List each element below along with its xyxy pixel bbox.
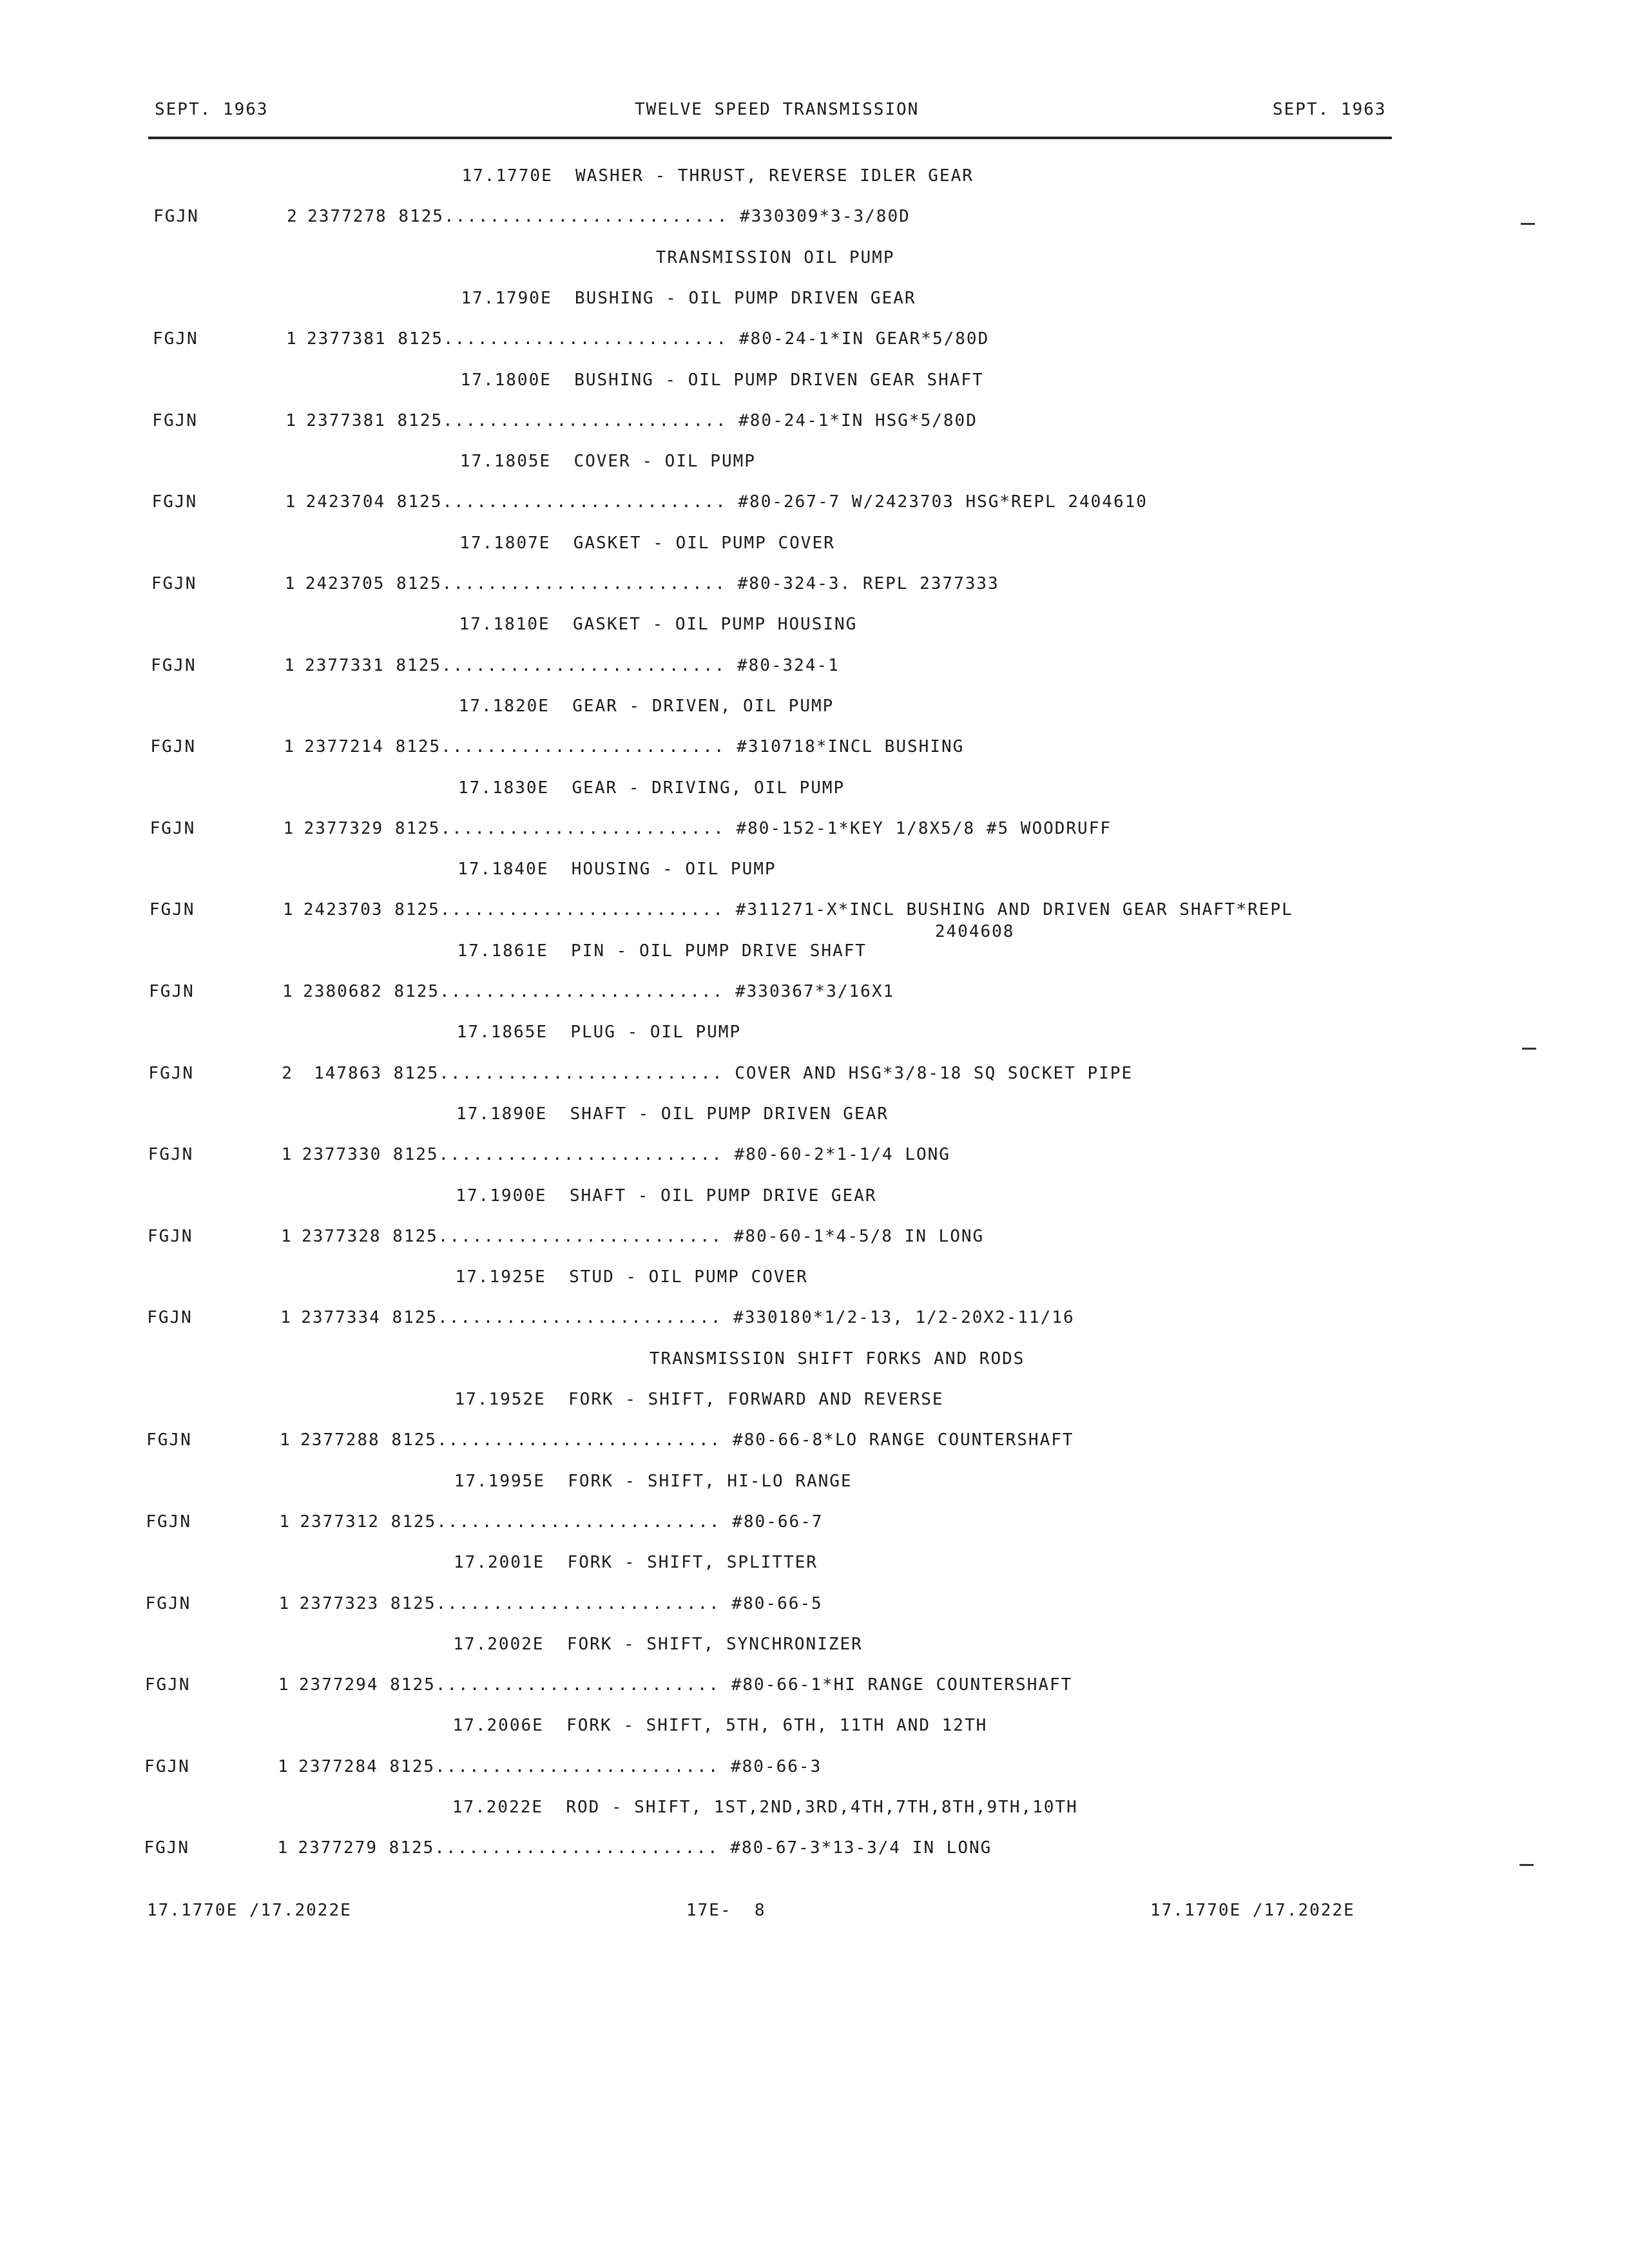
part-row xyxy=(149,982,894,1001)
part-detail: 2423705 8125......................... #80-324-3. REPL 2377333 xyxy=(305,574,999,593)
part-detail-continued: 2404608 xyxy=(934,922,1015,942)
item-heading: 17.1952E FORK - SHIFT, FORWARD AND REVERSE xyxy=(454,1390,944,1409)
item-heading: 17.1820E GEAR - DRIVEN, OIL PUMP xyxy=(458,696,834,716)
footer-right-range: 17.1770E /17.2022E xyxy=(1150,1901,1355,1920)
item-heading: 17.1995E FORK - SHIFT, HI-LO RANGE xyxy=(454,1471,853,1491)
part-detail: 2377381 8125......................... #80-24-1*IN HSG*5/80D xyxy=(306,410,978,430)
part-row xyxy=(144,1838,992,1858)
part-quantity: 2 xyxy=(282,1063,294,1083)
part-detail: 2377334 8125......................... #330180*1/2-13, 1/2-20X2-11/16 xyxy=(301,1308,1075,1328)
part-quantity: 1 xyxy=(280,1308,292,1328)
part-detail: 2377331 8125......................... #80-324-1 xyxy=(305,655,840,675)
header-title: TWELVE SPEED TRANSMISSION xyxy=(635,100,920,119)
part-detail: 2377278 8125......................... #330309*3-3/80D xyxy=(307,207,911,227)
part-row xyxy=(148,1145,950,1164)
part-quantity: 1 xyxy=(278,1593,291,1613)
part-row xyxy=(150,819,1112,838)
item-heading: 17.1807E GASKET - OIL PUMP COVER xyxy=(459,533,835,553)
part-code: FGJN xyxy=(153,329,198,349)
part-code: FGJN xyxy=(148,1063,195,1083)
section-heading: TRANSMISSION SHIFT FORKS AND RODS xyxy=(649,1349,1025,1369)
item-heading: 17.1865E PLUG - OIL PUMP xyxy=(456,1023,742,1043)
part-quantity: 1 xyxy=(284,737,296,757)
part-detail: 2377279 8125......................... #80-67-3*13-3/4 IN LONG xyxy=(298,1838,992,1858)
item-heading: 17.1890E SHAFT - OIL PUMP DRIVEN GEAR xyxy=(456,1104,889,1124)
part-quantity: 1 xyxy=(280,1430,291,1450)
part-detail: 2377381 8125......................... #80-24-1*IN GEAR*5/80D xyxy=(307,329,990,349)
part-row xyxy=(144,1757,822,1776)
footer-page-number: 17E- 8 xyxy=(686,1901,766,1920)
part-quantity: 1 xyxy=(284,655,296,675)
part-code: FGJN xyxy=(150,737,196,757)
part-detail: 2377328 8125......................... #80-60-1*4-5/8 IN LONG xyxy=(301,1226,985,1246)
item-heading: 17.2002E FORK - SHIFT, SYNCHRONIZER xyxy=(453,1634,863,1654)
part-row xyxy=(150,737,964,756)
header-right-date: SEPT. 1963 xyxy=(1273,100,1387,119)
part-quantity: 1 xyxy=(282,900,294,920)
part-code: FGJN xyxy=(145,1593,191,1613)
part-row xyxy=(146,1512,823,1532)
part-row xyxy=(152,411,978,430)
part-quantity: 1 xyxy=(281,1145,293,1165)
part-detail: 2377284 8125......................... #80-66-3 xyxy=(298,1756,822,1776)
part-detail: 2377312 8125......................... #80-66-7 xyxy=(300,1512,824,1532)
part-quantity: 1 xyxy=(285,492,297,512)
part-code: FGJN xyxy=(148,1145,194,1165)
part-quantity: 1 xyxy=(279,1512,291,1532)
part-code: FGJN xyxy=(151,655,197,675)
part-detail: 2423703 8125......................... #311271-X*INCL BUSHING AND DRIVEN GEAR SHAFT*REPL xyxy=(303,900,1293,920)
part-quantity: 1 xyxy=(285,410,297,430)
part-detail: 2377329 8125......................... #80-152-1*KEY 1/8X5/8 #5 WOODRUFF xyxy=(304,818,1112,838)
item-heading: 17.1770E WASHER - THRUST, REVERSE IDLER GEAR xyxy=(461,166,974,186)
part-row xyxy=(147,1308,1074,1327)
part-detail: 2377288 8125......................... #80-66-8*LO RANGE COUNTERSHAFT xyxy=(300,1430,1074,1450)
part-code: FGJN xyxy=(153,207,199,227)
part-code: FGJN xyxy=(151,492,198,512)
footer-left-range: 17.1770E /17.2022E xyxy=(147,1901,352,1920)
part-code: FGJN xyxy=(146,1512,191,1532)
part-row xyxy=(146,1430,1074,1450)
part-code: FGJN xyxy=(152,410,198,430)
item-heading: 17.1830E GEAR - DRIVING, OIL PUMP xyxy=(458,778,845,798)
part-row xyxy=(149,900,1293,941)
item-heading: 17.1800E BUSHING - OIL PUMP DRIVEN GEAR SHAFT xyxy=(460,370,984,390)
part-quantity: 1 xyxy=(280,1226,293,1246)
part-quantity: 1 xyxy=(278,1756,289,1776)
part-detail: 2377294 8125......................... #80-66-1*HI RANGE COUNTERSHAFT xyxy=(298,1675,1073,1695)
part-code: FGJN xyxy=(149,982,195,1001)
part-code: FGJN xyxy=(144,1756,190,1776)
part-code: FGJN xyxy=(149,818,196,838)
margin-mark xyxy=(1521,223,1535,225)
part-code: FGJN xyxy=(144,1838,190,1858)
item-heading: 17.2022E ROD - SHIFT, 1ST,2ND,3RD,4TH,7TH,8TH,9TH,10TH xyxy=(452,1798,1078,1817)
part-quantity: 2 xyxy=(287,207,298,227)
item-heading: 17.2006E FORK - SHIFT, 5TH, 6TH, 11TH AND 12TH xyxy=(452,1716,988,1736)
item-heading: 17.2001E FORK - SHIFT, SPLITTER xyxy=(454,1553,818,1573)
part-quantity: 1 xyxy=(277,1838,289,1858)
margin-mark xyxy=(1522,1048,1536,1050)
part-row xyxy=(151,656,840,675)
part-row xyxy=(153,207,911,226)
part-code: FGJN xyxy=(151,574,197,593)
section-heading: TRANSMISSION OIL PUMP xyxy=(655,247,895,267)
item-heading: 17.1861E PIN - OIL PUMP DRIVE SHAFT xyxy=(457,941,867,961)
item-heading: 17.1790E BUSHING - OIL PUMP DRIVEN GEAR xyxy=(461,288,916,308)
part-detail: 2380682 8125......................... #330367*3/16X1 xyxy=(303,982,895,1001)
part-quantity: 1 xyxy=(283,818,295,838)
part-code: FGJN xyxy=(146,1430,192,1450)
part-quantity: 1 xyxy=(284,574,296,593)
part-detail: 147863 8125......................... COVER AND HSG*3/8-18 SQ SOCKET PIPE xyxy=(302,1063,1133,1083)
part-row xyxy=(145,1675,1072,1695)
part-quantity: 1 xyxy=(282,982,294,1001)
part-code: FGJN xyxy=(149,900,195,920)
part-detail: 2377330 8125......................... #80-60-2*1-1/4 LONG xyxy=(302,1145,950,1165)
part-detail: 2423704 8125......................... #80-267-7 W/2423703 HSG*REPL 2404610 xyxy=(305,492,1148,512)
part-row xyxy=(148,1227,984,1246)
part-code: FGJN xyxy=(147,1308,193,1328)
part-row xyxy=(153,329,989,349)
part-row xyxy=(152,492,1148,512)
part-detail: 2377323 8125......................... #80-66-5 xyxy=(299,1593,823,1613)
part-quantity: 1 xyxy=(278,1675,290,1695)
item-heading: 17.1840E HOUSING - OIL PUMP xyxy=(458,860,776,879)
item-heading: 17.1810E GASKET - OIL PUMP HOUSING xyxy=(459,615,858,635)
margin-mark xyxy=(1519,1864,1534,1866)
part-row xyxy=(146,1594,823,1613)
part-row xyxy=(148,1064,1133,1083)
item-heading: 17.1925E STUD - OIL PUMP COVER xyxy=(455,1267,808,1287)
part-detail: 2377214 8125......................... #310718*INCL BUSHING xyxy=(304,737,965,757)
part-code: FGJN xyxy=(144,1675,191,1695)
part-quantity: 1 xyxy=(286,329,298,349)
part-code: FGJN xyxy=(147,1226,193,1246)
header-left-date: SEPT. 1963 xyxy=(155,100,269,119)
part-row xyxy=(151,574,999,593)
item-heading: 17.1805E COVER - OIL PUMP xyxy=(459,452,756,472)
item-heading: 17.1900E SHAFT - OIL PUMP DRIVE GEAR xyxy=(456,1186,877,1206)
